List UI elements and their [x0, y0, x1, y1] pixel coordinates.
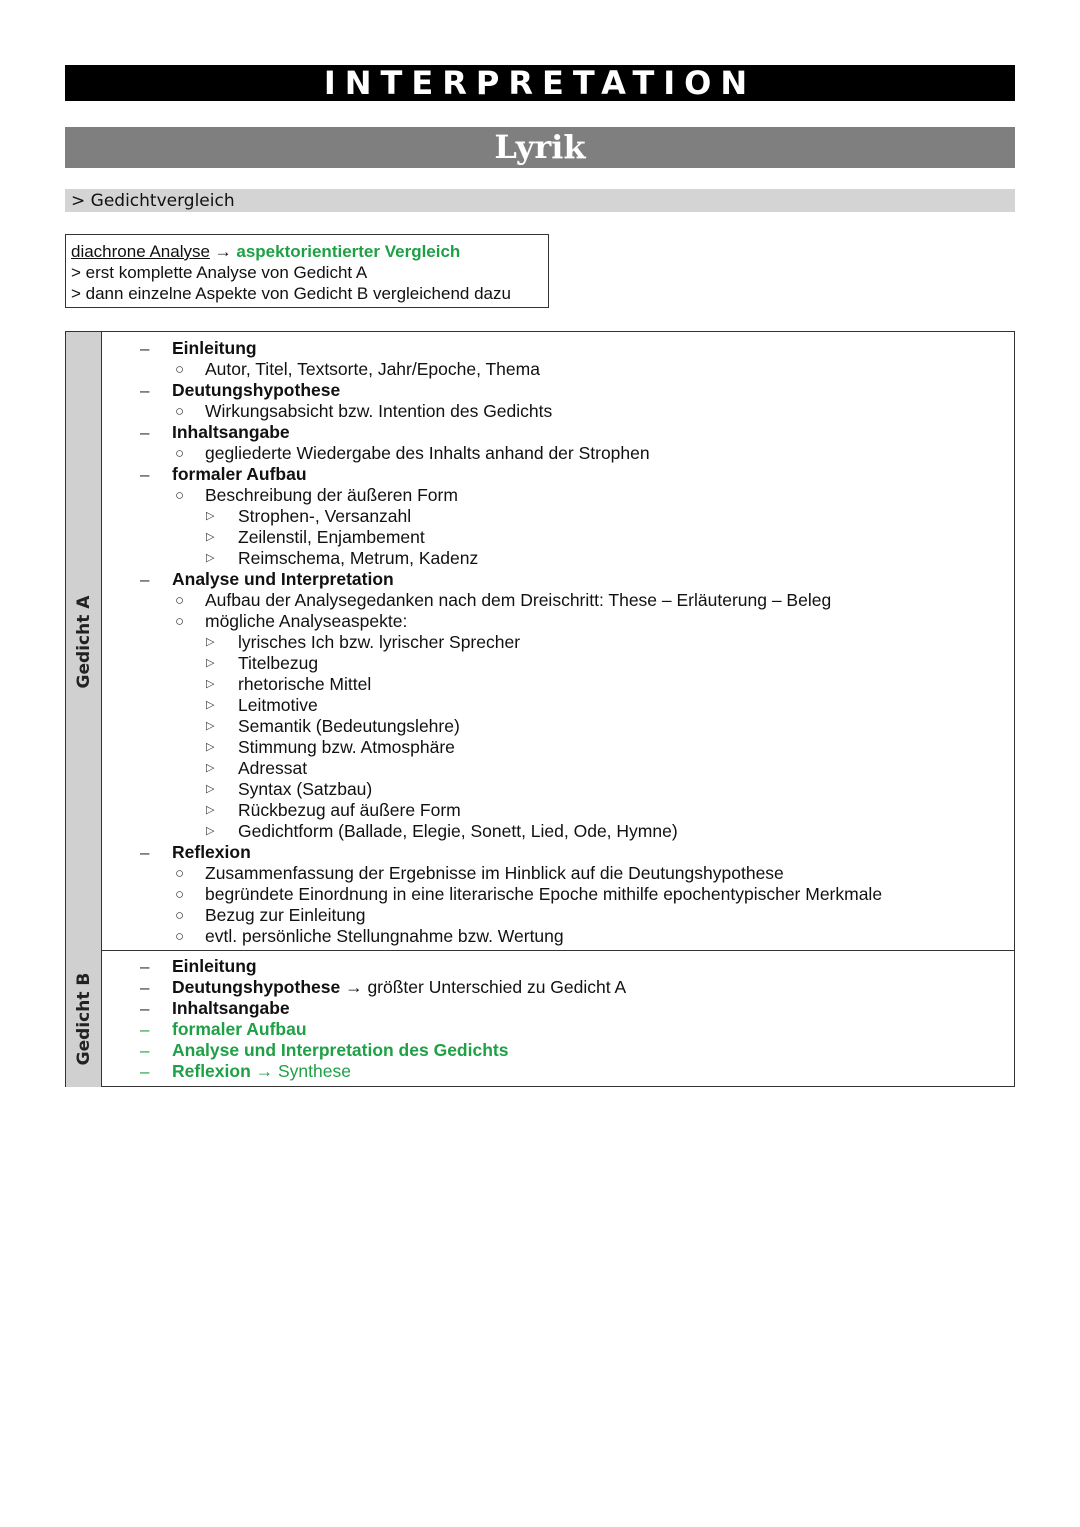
- info-arrow: →: [209, 242, 237, 261]
- outline-item-label: Analyse und Interpretation des Gedichts: [172, 1040, 509, 1060]
- outline-item-label: lyrisches Ich bzw. lyrischer Sprecher: [238, 632, 521, 652]
- triangle-bullet-icon: ▷: [206, 531, 215, 543]
- triangle-bullet-icon: ▷: [206, 825, 215, 837]
- dash-bullet-icon: –: [140, 1062, 150, 1081]
- outline-item-text: [205, 926, 564, 947]
- outline-item-level-2: [102, 611, 1014, 632]
- outline-item-label: Analyse und Interpretation: [172, 569, 394, 589]
- method-info-box: [65, 234, 549, 308]
- triangle-bullet-icon: ▷: [206, 720, 215, 732]
- outline-item-label: Einleitung: [172, 956, 257, 976]
- gedicht-a-side: [66, 332, 102, 951]
- triangle-bullet-icon: ▷: [206, 762, 215, 774]
- outline-item-label: Deutungshypothese: [172, 380, 341, 400]
- outline-item-level-2: [102, 863, 1014, 884]
- info-term: diachrone Analyse: [71, 242, 210, 261]
- outline-item-level-3: [102, 758, 1014, 779]
- outline-item-level-3: [102, 716, 1014, 737]
- outline-item-text: [205, 485, 458, 506]
- outline-item-label: rhetorische Mittel: [238, 674, 372, 694]
- outline-item-label: begründete Einordnung in eine literarische Epoche mithilfe epochentypischer Merkmale: [205, 884, 883, 904]
- outline-item-level-2: [102, 905, 1014, 926]
- outline-item-label: Einleitung: [172, 338, 257, 358]
- outline-item-level-3: [102, 506, 1014, 527]
- triangle-bullet-icon: ▷: [206, 699, 215, 711]
- outline-item-label: Adressat: [238, 758, 308, 778]
- outline-item-level-1: [102, 1061, 1014, 1082]
- outline-item-text: [172, 422, 290, 443]
- circle-bullet-icon: ○: [175, 592, 185, 609]
- triangle-bullet-icon: ▷: [206, 552, 215, 564]
- triangle-bullet-icon: ▷: [206, 804, 215, 816]
- outline-item-label: gegliederte Wiedergabe des Inhalts anhand der Strophen: [205, 443, 650, 463]
- outline-item-text: [172, 1061, 351, 1082]
- outline-item-text: [238, 695, 318, 716]
- circle-bullet-icon: ○: [175, 907, 185, 924]
- outline-item-text: [205, 590, 831, 611]
- outline-item-level-1: [102, 956, 1014, 977]
- circle-bullet-icon: ○: [175, 403, 185, 420]
- gedicht-a-outline: [102, 338, 1014, 947]
- outline-item-level-3: [102, 548, 1014, 569]
- outline-table: [65, 331, 1015, 1087]
- page-subtitle: Lyrik: [65, 127, 1015, 168]
- outline-item-label: Strophen-, Versanzahl: [238, 506, 412, 526]
- outline-item-text: [205, 863, 784, 884]
- triangle-bullet-icon: ▷: [206, 678, 215, 690]
- outline-item-text: [238, 800, 461, 821]
- outline-item-level-2: [102, 485, 1014, 506]
- circle-bullet-icon: ○: [175, 886, 185, 903]
- outline-item-level-3: [102, 653, 1014, 674]
- outline-item-text: [172, 1019, 307, 1040]
- dash-bullet-icon: –: [140, 957, 150, 976]
- outline-item-label: evtl. persönliche Stellungnahme bzw. Wertung: [205, 926, 564, 946]
- outline-item-text: [238, 527, 425, 548]
- outline-item-text: [238, 548, 478, 569]
- outline-item-text: [205, 401, 552, 422]
- gedicht-a-label: Gedicht A: [73, 595, 94, 688]
- outline-item-level-1: [102, 338, 1014, 359]
- outline-item-label: Zeilenstil, Enjambement: [238, 527, 425, 547]
- outline-item-label: Titelbezug: [238, 653, 319, 673]
- outline-item-text: [205, 905, 366, 926]
- outline-item-text: [205, 611, 407, 632]
- outline-item-label: Gedichtform (Ballade, Elegie, Sonett, Lied, Ode, Hymne): [238, 821, 678, 841]
- outline-item-text: [172, 569, 394, 590]
- outline-item-level-3: [102, 674, 1014, 695]
- outline-item-text: [205, 359, 540, 380]
- row-divider: [102, 950, 1014, 951]
- outline-item-level-1: [102, 1019, 1014, 1040]
- dash-bullet-icon: –: [140, 999, 150, 1018]
- outline-item-level-2: [102, 359, 1014, 380]
- outline-item-level-1: [102, 998, 1014, 1019]
- outline-item-label: Autor, Titel, Textsorte, Jahr/Epoche, Thema: [205, 359, 540, 379]
- outline-item-label: Wirkungsabsicht bzw. Intention des Gedichts: [205, 401, 553, 421]
- outline-item-label: Reimschema, Metrum, Kadenz: [238, 548, 479, 568]
- outline-item-label: formaler Aufbau: [172, 464, 307, 484]
- circle-bullet-icon: ○: [175, 865, 185, 882]
- info-line-3: > dann einzelne Aspekte von Gedicht B vergleichend dazu: [71, 284, 511, 303]
- triangle-bullet-icon: ▷: [206, 783, 215, 795]
- outline-item-text: [238, 758, 307, 779]
- outline-item-level-3: [102, 779, 1014, 800]
- circle-bullet-icon: ○: [175, 445, 185, 462]
- outline-item-level-2: [102, 401, 1014, 422]
- triangle-bullet-icon: ▷: [206, 741, 215, 753]
- outline-item-label: Rückbezug auf äußere Form: [238, 800, 461, 820]
- outline-item-label: Aufbau der Analysegedanken nach dem Dreischritt: These – Erläuterung – Beleg: [205, 590, 832, 610]
- outline-item-label: formaler Aufbau: [172, 1019, 307, 1039]
- outline-item-level-1: [102, 422, 1014, 443]
- outline-item-level-2: [102, 884, 1014, 905]
- dash-bullet-icon: –: [140, 465, 150, 484]
- dash-bullet-icon: –: [140, 381, 150, 400]
- outline-item-label: Inhaltsangabe: [172, 422, 290, 442]
- outline-item-level-1: [102, 1040, 1014, 1061]
- outline-item-suffix: → größter Unterschied zu Gedicht A: [340, 977, 627, 997]
- gedicht-b-label: Gedicht B: [73, 972, 94, 1066]
- page-title: INTERPRETATION: [65, 65, 1015, 101]
- triangle-bullet-icon: ▷: [206, 657, 215, 669]
- outline-item-level-1: [102, 569, 1014, 590]
- outline-item-text: [172, 842, 251, 863]
- triangle-bullet-icon: ▷: [206, 510, 215, 522]
- outline-item-label: Beschreibung der äußeren Form: [205, 485, 458, 505]
- outline-item-level-3: [102, 737, 1014, 758]
- outline-item-text: [238, 632, 520, 653]
- info-line-1: [71, 241, 548, 262]
- outline-item-level-3: [102, 800, 1014, 821]
- outline-item-text: [238, 737, 455, 758]
- outline-item-label: Reflexion: [172, 842, 251, 862]
- dash-bullet-icon: –: [140, 978, 150, 997]
- outline-item-text: [238, 821, 678, 842]
- outline-item-label: Reflexion: [172, 1061, 251, 1081]
- outline-item-level-3: [102, 527, 1014, 548]
- outline-item-text: [205, 884, 882, 905]
- outline-item-level-1: [102, 464, 1014, 485]
- gedicht-b-outline: [102, 956, 1014, 1082]
- dash-bullet-icon: –: [140, 1041, 150, 1060]
- triangle-bullet-icon: ▷: [206, 636, 215, 648]
- outline-item-text: [172, 338, 257, 359]
- dash-bullet-icon: –: [140, 339, 150, 358]
- outline-item-label: Syntax (Satzbau): [238, 779, 373, 799]
- info-line-2: > erst komplette Analyse von Gedicht A: [71, 263, 368, 282]
- dash-bullet-icon: –: [140, 843, 150, 862]
- outline-item-label: mögliche Analyseaspekte:: [205, 611, 408, 631]
- outline-item-label: Bezug zur Einleitung: [205, 905, 366, 925]
- dash-bullet-icon: –: [140, 1020, 150, 1039]
- outline-item-text: [238, 653, 318, 674]
- gedicht-b-side: [66, 951, 102, 1087]
- dash-bullet-icon: –: [140, 570, 150, 589]
- outline-item-text: [172, 977, 626, 998]
- outline-item-text: [205, 443, 650, 464]
- outline-item-text: [172, 464, 307, 485]
- outline-item-text: [172, 956, 257, 977]
- outline-item-text: [238, 779, 372, 800]
- outline-item-level-2: [102, 443, 1014, 464]
- circle-bullet-icon: ○: [175, 487, 185, 504]
- outline-item-label: Leitmotive: [238, 695, 318, 715]
- outline-item-label: Inhaltsangabe: [172, 998, 290, 1018]
- outline-item-text: [238, 674, 371, 695]
- outline-item-level-2: [102, 590, 1014, 611]
- outline-item-level-3: [102, 695, 1014, 716]
- outline-item-level-3: [102, 821, 1014, 842]
- outline-item-label: Deutungshypothese: [172, 977, 341, 997]
- outline-item-level-1: [102, 977, 1014, 998]
- circle-bullet-icon: ○: [175, 613, 185, 630]
- section-heading: > Gedichtvergleich: [65, 189, 1015, 212]
- outline-item-label: Semantik (Bedeutungslehre): [238, 716, 460, 736]
- outline-item-suffix: → Synthese: [250, 1061, 351, 1081]
- outline-item-level-2: [102, 926, 1014, 947]
- circle-bullet-icon: ○: [175, 361, 185, 378]
- outline-item-text: [238, 716, 460, 737]
- dash-bullet-icon: –: [140, 423, 150, 442]
- outline-item-text: [172, 998, 290, 1019]
- outline-item-label: Zusammenfassung der Ergebnisse im Hinblick auf die Deutungshypothese: [205, 863, 784, 883]
- circle-bullet-icon: ○: [175, 928, 185, 945]
- outline-item-text: [172, 380, 340, 401]
- outline-item-text: [238, 506, 411, 527]
- outline-item-text: [172, 1040, 508, 1061]
- outline-item-label: Stimmung bzw. Atmosphäre: [238, 737, 455, 757]
- outline-item-level-1: [102, 380, 1014, 401]
- outline-item-level-1: [102, 842, 1014, 863]
- info-method: aspektorientierter Vergleich: [236, 242, 461, 261]
- outline-item-level-3: [102, 632, 1014, 653]
